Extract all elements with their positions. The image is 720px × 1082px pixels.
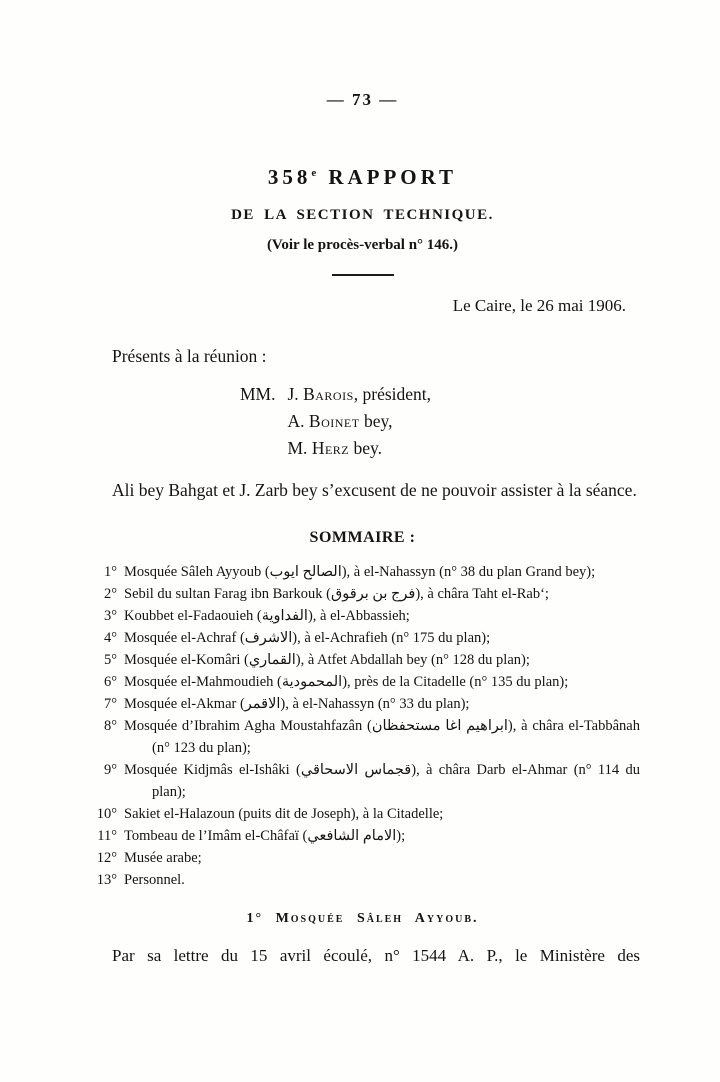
apology-paragraph: Ali bey Bahgat et J. Zarb bey s’excusent de ne pouvoir assister à la séance. [112, 480, 637, 500]
attendee-initial: M. [287, 438, 312, 458]
item-number: 1° [103, 564, 117, 580]
attendees-prefix: MM. [240, 384, 276, 404]
attendee-surname: Boinet [308, 411, 360, 431]
report-word: RAPPORT [328, 165, 458, 189]
attendee-row [288, 381, 432, 408]
item-number: 5° [103, 652, 117, 668]
sommaire-item [85, 847, 640, 869]
attendee-row [288, 408, 432, 435]
sommaire-item [85, 693, 640, 715]
item-text: Personnel. [124, 872, 185, 888]
dateline: Le Caire, le 26 mai 1906. [452, 296, 626, 315]
sommaire-item [85, 803, 640, 825]
sommaire-item [85, 561, 640, 583]
attendees-block [240, 381, 640, 462]
report-title [85, 165, 640, 190]
item-number: 2° [103, 586, 117, 602]
item-text: Sebil du sultan Farag ibn Barkouk (فرج بن برقوق), à châra Taht el-Rab‘; [124, 586, 549, 602]
item-number: 13° [96, 872, 117, 888]
sommaire-list [85, 561, 640, 891]
item-text: Mosquée d’Ibrahim Agha Moustahfazân (ابراهيم اغا مستحفظان), à châra el-Tabbânah (n° 123 du plan); [124, 718, 640, 756]
attendee-surname: Barois [303, 384, 354, 404]
attendee-surname: Herz [311, 438, 350, 458]
item-text: Musée arabe; [124, 850, 202, 866]
proces-verbal-reference: (Voir le procès-verbal n° 146.) [266, 237, 459, 253]
item-text: Mosquée Sâleh Ayyoub (الصالح ايوب), à el-Nahassyn (n° 38 du plan Grand bey); [124, 564, 596, 580]
attendee-role: bey, [359, 411, 393, 431]
sommaire-item [85, 649, 640, 671]
item-number: 8° [103, 718, 117, 734]
sommaire-item [85, 759, 640, 803]
item-number: 3° [103, 608, 117, 624]
item-number: 10° [96, 806, 117, 822]
sommaire-item [85, 715, 640, 759]
item-text: Koubbet el-Fadaouieh (الفداوية), à el-Abbassieh; [124, 608, 410, 624]
item-text: Mosquée el-Achraf (الاشرف), à el-Achrafieh (n° 175 du plan); [124, 630, 491, 646]
page-number: — 73 — [326, 90, 399, 109]
item-number: 6° [103, 674, 117, 690]
item-number: 9° [103, 762, 117, 778]
sommaire-item [85, 627, 640, 649]
attendee-initial: A. [287, 411, 309, 431]
report-subtitle: DE LA SECTION TECHNIQUE. [231, 207, 494, 223]
sommaire-heading: SOMMAIRE : [309, 529, 416, 546]
report-number: 358 [267, 165, 312, 189]
section-number: 1° [246, 911, 264, 926]
attendee-initial: J. [287, 384, 304, 404]
item-text: Mosquée el-Akmar (الاقمر), à el-Nahassyn (n° 33 du plan); [124, 696, 470, 712]
sommaire-item [85, 583, 640, 605]
sommaire-item [85, 605, 640, 627]
item-text: Mosquée el-Mahmoudieh (المحمودية), près de la Citadelle (n° 135 du plan); [124, 674, 569, 690]
sommaire-item [85, 825, 640, 847]
item-text: Mosquée Kidjmâs el-Ishâki (قجماس الاسحاقي), à châra Darb el-Ahmar (n° 114 du plan); [124, 762, 640, 800]
item-number: 7° [103, 696, 117, 712]
body-paragraph: Par sa lettre du 15 avril écoulé, n° 1544 A. P., le Ministère des [112, 946, 640, 965]
sommaire-item [85, 671, 640, 693]
attendee-role: , président, [353, 384, 432, 404]
presents-label: Présents à la réunion : [112, 346, 267, 366]
item-text: Sakiet el-Halazoun (puits dit de Joseph), à la Citadelle; [124, 806, 444, 822]
attendee-role: bey. [349, 438, 383, 458]
report-ordinal-suffix: e [311, 167, 317, 179]
attendee-row [288, 435, 432, 462]
sommaire-item [85, 869, 640, 891]
item-number: 4° [103, 630, 117, 646]
item-number: 11° [97, 828, 117, 844]
section-heading [85, 911, 640, 927]
section-title: Mosquée Sâleh Ayyoub. [275, 911, 479, 926]
item-text: Tombeau de l’Imâm el-Châfaï (الامام الشافعي); [124, 828, 406, 844]
attendees-list [288, 381, 432, 462]
item-text: Mosquée el-Komâri (القماري), à Atfet Abdallah bey (n° 128 du plan); [124, 652, 530, 668]
item-number: 12° [96, 850, 117, 866]
divider-rule [332, 274, 394, 276]
